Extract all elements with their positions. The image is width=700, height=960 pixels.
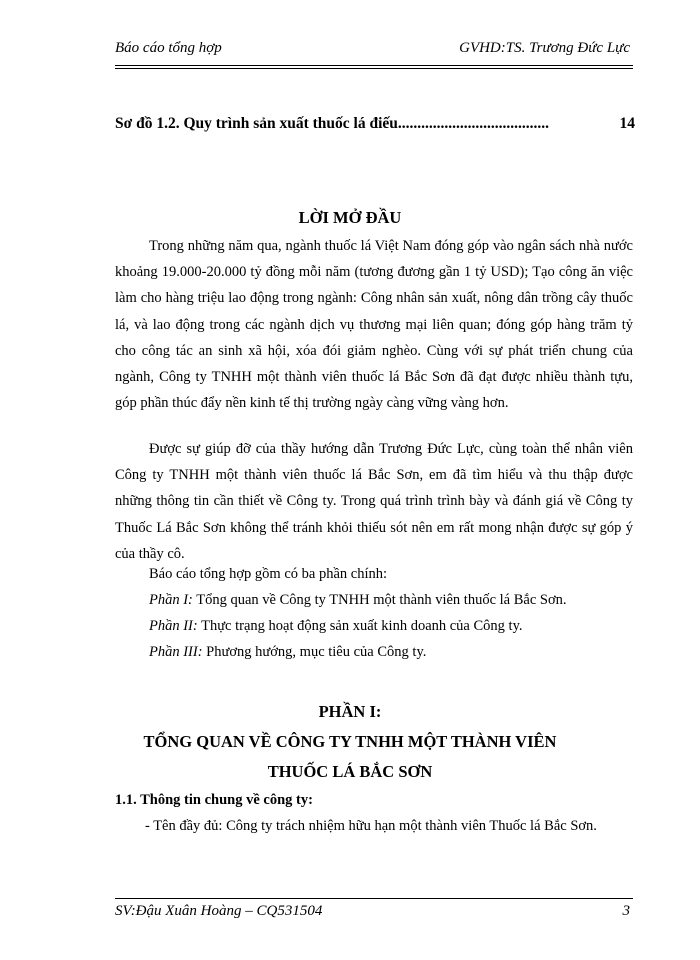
- toc-entry-text: Sơ đồ 1.2. Quy trình sản xuất thuốc lá điếu.......................................: [115, 115, 550, 132]
- intro-title: LỜI MỞ ĐẦU: [298, 208, 402, 227]
- intro-paragraph-2: Được sự giúp đỡ của thầy hướng dẫn Trương Đức Lực, cùng toàn thể nhân viên Công ty TNHH một thành viên thuốc lá Bắc Sơn, em đã tìm hiểu và thu thập được những thông tin cần thiết về Công ty. Trong quá trình trình bày và đánh giá về Công ty Thuốc Lá Bắc Sơn không thể tránh khỏi thiếu sót nên em rất mong nhận được sự góp ý của thầy cô.: [115, 441, 633, 562]
- part1-title-line1: TỔNG QUAN VỀ CÔNG TY TNHH MỘT THÀNH VIÊN: [143, 732, 557, 751]
- company-full-name: - Tên đầy đủ: Công ty trách nhiệm hữu hạn một thành viên Thuốc lá Bắc Sơn.: [145, 818, 597, 834]
- part-text: Phương hướng, mục tiêu của Công ty.: [202, 644, 427, 660]
- part1-heading: PHẦN I:: [318, 702, 382, 721]
- part-text: Tổng quan về Công ty TNHH một thành viên thuốc lá Bắc Sơn.: [192, 592, 567, 608]
- header-divider: [115, 65, 633, 66]
- page-header: [115, 38, 630, 62]
- part-label: Phần I:: [149, 592, 193, 608]
- part-text: Thực trạng hoạt động sản xuất kinh doanh của Công ty.: [197, 618, 523, 634]
- header-supervisor: GVHD:TS. Trương Đức Lực: [459, 40, 630, 56]
- header-divider-double: [115, 68, 633, 69]
- toc-page-number: 14: [619, 115, 635, 132]
- part-label: Phần III:: [149, 644, 203, 660]
- part-item-3: [149, 644, 426, 661]
- footer-student: SV:Đậu Xuân Hoàng – CQ531504: [115, 903, 323, 919]
- section-heading: 1.1. Thông tin chung về công ty:: [115, 792, 313, 808]
- footer-page-number: 3: [622, 903, 630, 919]
- part-item-2: [149, 618, 523, 635]
- intro-paragraph-1: Trong những năm qua, ngành thuốc lá Việt Nam đóng góp vào ngân sách nhà nước khoảng 19.000-20.000 tỷ đồng mỗi năm (tương đương gần 1 tỷ USD); Tạo công ăn việc làm cho hàng triệu lao động trong ngành: Công nhân sản xuất, nông dân trồng cây thuốc lá, và lao động trong các ngành dịch vụ thương mại liên quan; đóng góp hàng trăm tỷ cho công tác an sinh xã hội, xóa đói giảm nghèo. Cùng với sự phát triển chung của ngành, Công ty TNHH một thành viên thuốc lá Bắc Sơn đã đạt được nhiều thành tựu, góp phần thúc đẩy nền kinh tế thị trường ngày càng vững vàng hơn.: [115, 238, 633, 412]
- part-label: Phần II:: [149, 618, 198, 634]
- part1-title-line2: THUỐC LÁ BẮC SƠN: [267, 762, 433, 781]
- report-structure: Báo cáo tổng hợp gồm có ba phần chính:: [149, 566, 388, 582]
- page-footer: [115, 903, 630, 920]
- part-item-1: [149, 592, 567, 609]
- header-report-title: Báo cáo tổng hợp: [115, 40, 222, 56]
- footer-divider: [115, 898, 633, 899]
- toc-entry: [115, 115, 635, 133]
